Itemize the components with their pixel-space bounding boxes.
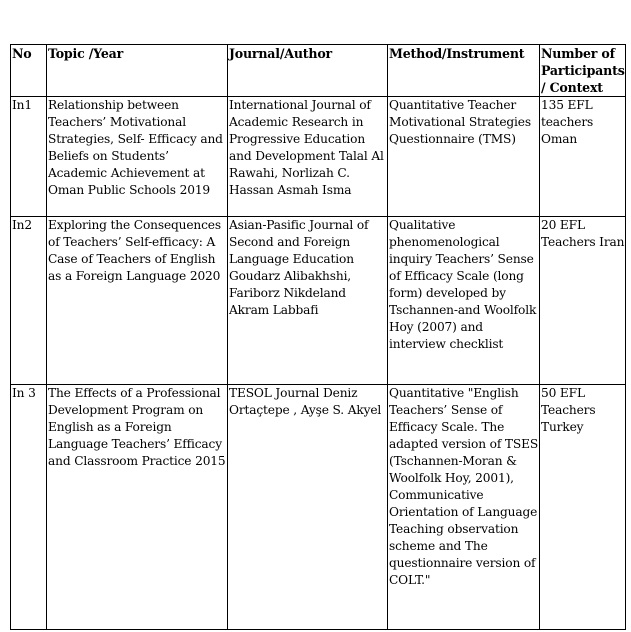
table-row <box>11 97 626 217</box>
header-no: No <box>11 45 47 97</box>
cell-topic: The Effects of a Professional Development Program on English as a Foreign Language Teachers’ Efficacy and Classroom Practice 2015 <box>47 385 228 630</box>
cell-no: In2 <box>11 217 47 385</box>
cell-journal: International Journal of Academic Research in Progressive Education and Development Talal Al Rawahi, Norlizah C. Hassan Asmah Isma <box>228 97 388 217</box>
cell-topic: Relationship between Teachers’ Motivational Strategies, Self- Efficacy and Beliefs on Students’ Academic Achievement at Oman Public Schools 2019 <box>47 97 228 217</box>
header-method: Method/Instrument <box>388 45 540 97</box>
cell-participants: 135 EFL teachers Oman <box>540 97 626 217</box>
cell-journal: Asian-Pasific Journal of Second and Foreign Language Education Goudarz Alibakhshi, Fariborz Nikdeland Akram Labbafi <box>228 217 388 385</box>
cell-method: Qualitative phenomenological inquiry Teachers’ Sense of Efficacy Scale (long form) developed by Tschannen-and Woolfolk Hoy (2007) and interview checklist <box>388 217 540 385</box>
cell-method: Quantitative "English Teachers’ Sense of Efficacy Scale. The adapted version of TSES (Tschannen-Moran & Woolfolk Hoy, 2001), Communicative Orientation of Language Teaching observation scheme and The questionnaire version of COLT." <box>388 385 540 630</box>
cell-journal: TESOL Journal Deniz Ortaçtepe , Ayşe S. Akyel <box>228 385 388 630</box>
header-topic: Topic /Year <box>47 45 228 97</box>
header-journal: Journal/Author <box>228 45 388 97</box>
cell-participants: 20 EFL Teachers Iran <box>540 217 626 385</box>
cell-no: In1 <box>11 97 47 217</box>
cell-no: In 3 <box>11 385 47 630</box>
cell-method: Quantitative Teacher Motivational Strategies Questionnaire (TMS) <box>388 97 540 217</box>
table-row <box>11 385 626 630</box>
literature-table <box>10 44 626 630</box>
table-row <box>11 217 626 385</box>
cell-topic: Exploring the Consequences of Teachers’ Self-efficacy: A Case of Teachers of English as a Foreign Language 2020 <box>47 217 228 385</box>
cell-participants: 50 EFL Teachers Turkey <box>540 385 626 630</box>
table-header-row <box>11 45 626 97</box>
header-participants: Number of Participants / Context <box>541 46 625 95</box>
